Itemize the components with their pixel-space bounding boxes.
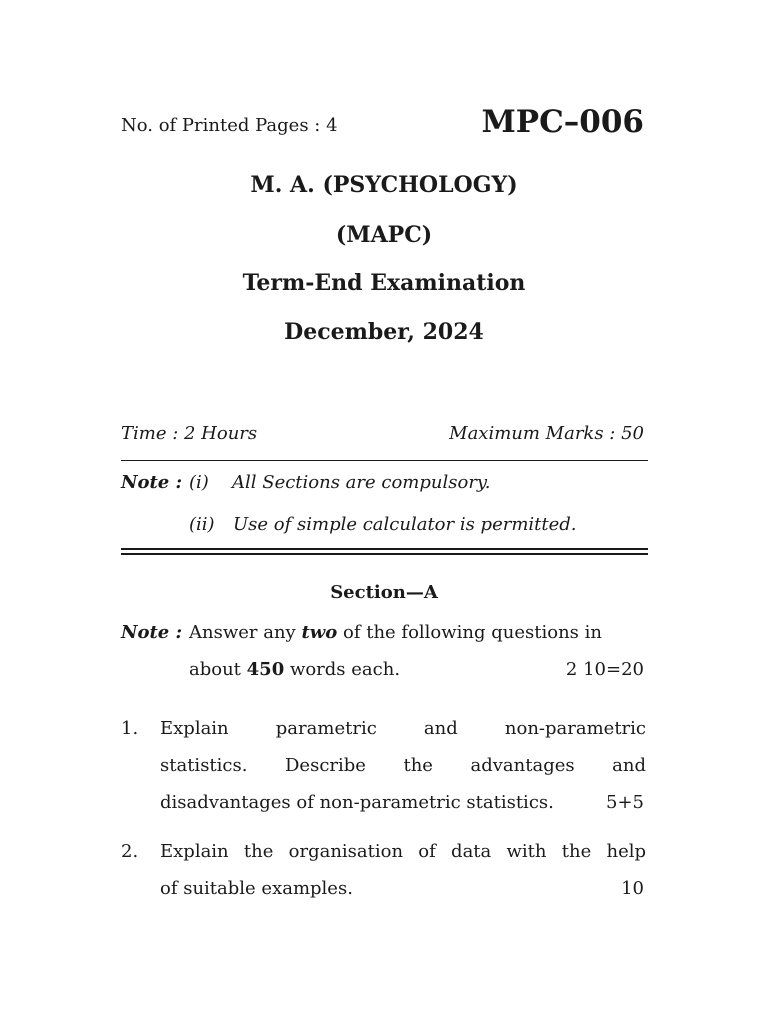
printed-pages: No. of Printed Pages : 4 [121,115,338,136]
general-note-label: Note : [121,472,183,493]
note-item-text: Use of simple calculator is permitted. [233,514,577,535]
section-note-pre: Answer any [189,622,302,643]
section-note-line-1 [189,622,602,643]
question-marks: 10 [621,878,644,899]
section-note-post: of the following questions in [337,622,602,643]
question-line: of suitable examples. [160,878,353,899]
question-number: 1. [121,718,139,739]
section-note-label: Note : [121,622,183,643]
exam-title: Term-End Examination [242,270,526,296]
section-note-line2-pre: about [189,659,247,680]
word-count: 450 [246,659,285,680]
double-divider [121,548,648,555]
exam-time: Time : 2 Hours [121,423,258,444]
section-note-emphasis: two [301,622,338,643]
programme-code: (MAPC) [335,222,433,248]
question-line: disadvantages of non-parametric statistics. [160,792,554,813]
question-number: 2. [121,841,139,862]
programme-title: M. A. (PSYCHOLOGY) [250,172,518,198]
paper-code: MPC–006 [481,104,644,140]
max-marks: Maximum Marks : 50 [449,423,644,444]
question-line: Explain the organisation of data with the help [160,841,646,862]
section-a-title: Section—A [330,582,438,603]
exam-date: December, 2024 [284,319,484,345]
note-item-num: (ii) [189,514,215,535]
question-marks: 5+5 [606,792,644,813]
note-item-text: All Sections are compulsory. [232,472,491,493]
note-item-num: (i) [189,472,209,493]
section-marks: 2 10=20 [565,659,644,680]
question-line: Explain parametric and non-parametric [160,718,646,739]
top-divider [121,460,648,461]
question-line: statistics. Describe the advantages and [160,755,646,776]
section-note-line-2 [189,659,400,680]
section-note-line2-post: words each. [284,659,401,680]
